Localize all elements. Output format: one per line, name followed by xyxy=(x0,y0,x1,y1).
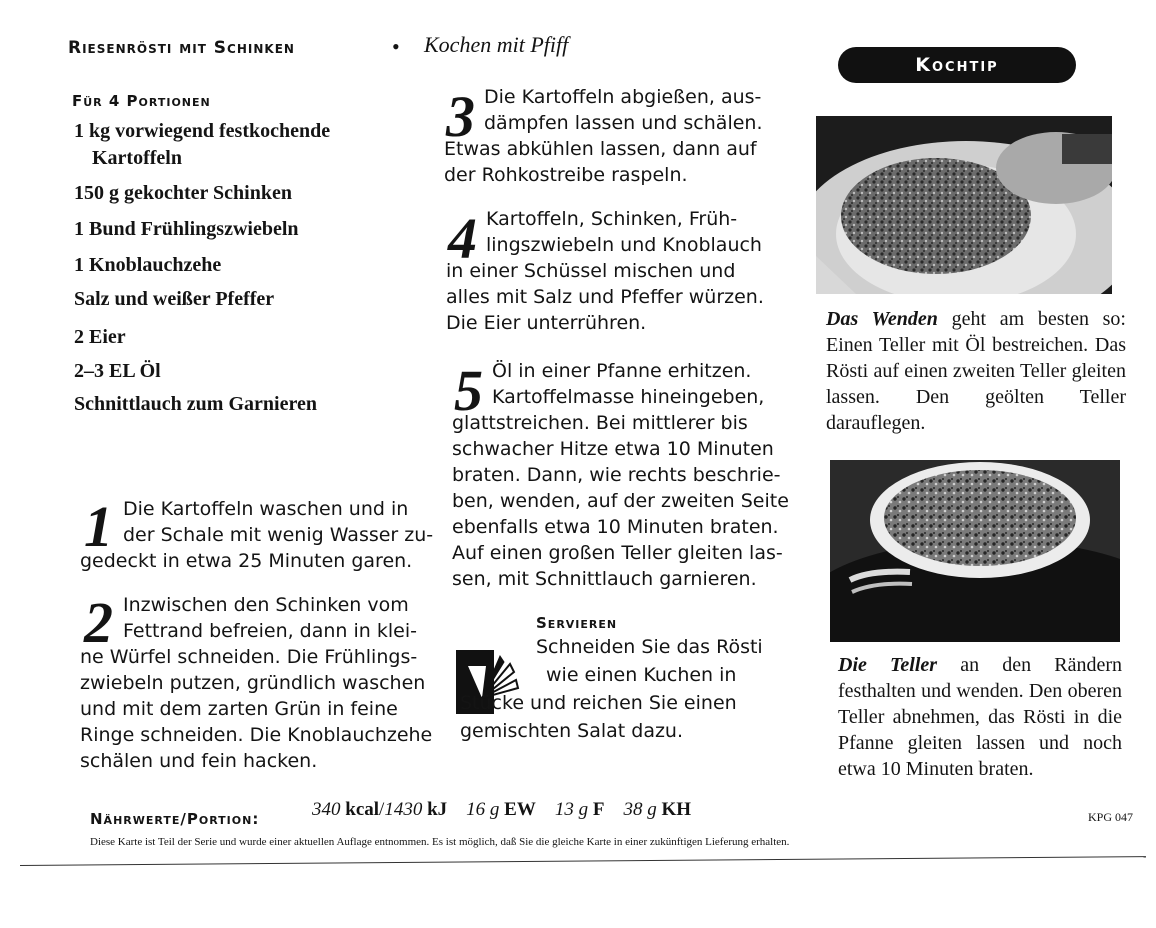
unit-separator: / xyxy=(379,799,385,820)
kh-gram: g xyxy=(647,799,657,820)
ingredient-item-continued: Kartoffeln xyxy=(92,147,182,169)
kj-value: 1430 xyxy=(384,799,423,820)
step-text-line: gedeckt in etwa 25 Minuten garen. xyxy=(80,550,413,572)
footnote: Diese Karte ist Teil der Serie und wurde einer aktuellen Auflage entnommen. Es ist möglich, daß Sie die gleiche Karte in einer zukünftigen Lieferung erhalten. xyxy=(90,836,790,848)
step-text-line: lingszwiebeln und Knoblauch xyxy=(486,234,762,256)
step-5 xyxy=(452,358,802,598)
step-text-line: ne Würfel schneiden. Die Frühlings- xyxy=(80,646,418,668)
step-text-line: Die Kartoffeln waschen und in xyxy=(123,498,409,520)
nutrition-values xyxy=(312,799,691,821)
tip-bold-lead: Das Wenden xyxy=(826,308,938,330)
step-text-line: zwiebeln putzen, gründlich waschen xyxy=(80,672,426,694)
kochtip-badge: Kochtip xyxy=(838,47,1076,83)
recipe-title: Riesenrösti mit Schinken xyxy=(68,38,295,58)
ingredient-item: Salz und weißer Pfeffer xyxy=(74,288,275,310)
step-text-line: sen, mit Schnittlauch garnieren. xyxy=(452,568,757,590)
servieren-text-line: Schneiden Sie das Rösti xyxy=(536,636,763,658)
footer-rule xyxy=(20,856,1146,866)
step-1 xyxy=(80,494,434,576)
kcal-value: 340 xyxy=(312,799,341,820)
step-text-line: Inzwischen den Schinken vom xyxy=(123,594,409,616)
servieren-block xyxy=(456,616,806,776)
step-text-line: Öl in einer Pfanne erhitzen. xyxy=(492,360,752,382)
series-brand: Kochen mit Pfiff xyxy=(424,32,569,57)
step-text-line: braten. Dann, wie rechts beschrie- xyxy=(452,464,781,486)
step-text-line: ebenfalls etwa 10 Minuten braten. xyxy=(452,516,779,538)
ingredient-item: 2–3 EL Öl xyxy=(74,360,161,382)
ew-value: 16 xyxy=(466,799,486,820)
ingredient-item: 150 g gekochter Schinken xyxy=(74,182,292,204)
step-number: 1 xyxy=(84,494,113,559)
kh-value: 38 xyxy=(623,799,643,820)
step-3 xyxy=(444,84,794,194)
f-gram: g xyxy=(578,799,589,820)
tip-text: an den Rändern festhalten und wenden. Den oberen Teller abnehmen, das Rösti in die Pfanne gleiten lassen und noch etwa 10 Minuten braten. xyxy=(838,654,1122,780)
ingredient-item: 1 Knoblauchzehe xyxy=(74,254,222,276)
step-text-line: Kartoffelmasse hineingeben, xyxy=(492,386,765,408)
step-text-line: Fettrand befreien, dann in klei- xyxy=(123,620,417,642)
nutrition-label: Nährwerte/Portion: xyxy=(90,810,260,828)
step-text-line: der Rohkostreibe raspeln. xyxy=(444,164,688,186)
servieren-heading: Servieren xyxy=(536,614,618,632)
tip-teller xyxy=(838,652,1122,782)
ingredient-item: Schnittlauch zum Garnieren xyxy=(74,393,317,415)
ew-unit: EW xyxy=(504,799,536,820)
step-text-line: Die Eier unterrühren. xyxy=(446,312,647,334)
step-text-line: schwacher Hitze etwa 10 Minuten xyxy=(452,438,774,460)
kh-unit: KH xyxy=(661,799,691,820)
title-separator: • xyxy=(392,34,400,59)
tip-text: geht am besten so: Einen Teller mit Öl bestreichen. Das Rösti auf einen zweiten Teller gleiten lassen. Den geölten Teller darauflegen. xyxy=(826,308,1126,434)
step-text-line: und mit dem zarten Grün in feine xyxy=(80,698,398,720)
step-number: 2 xyxy=(84,590,113,655)
step-number: 5 xyxy=(454,358,483,423)
step-text-line: schälen und fein hacken. xyxy=(80,750,318,772)
step-text-line: in einer Schüssel mischen und xyxy=(446,260,736,282)
tip-bold-lead: Die Teller xyxy=(838,654,938,676)
step-number: 4 xyxy=(448,206,477,271)
ingredients-heading: Für 4 Portionen xyxy=(72,92,211,110)
ingredient-item: 1 kg vorwiegend festkochende xyxy=(74,120,331,142)
f-value: 13 xyxy=(554,799,574,820)
step-text-line: Auf einen großen Teller gleiten las- xyxy=(452,542,783,564)
ew-gram: g xyxy=(489,799,500,820)
step-number: 3 xyxy=(446,84,475,149)
step-text-line: der Schale mit wenig Wasser zu- xyxy=(123,524,434,546)
f-unit: F xyxy=(592,799,605,820)
step-text-line: dämpfen lassen und schälen. xyxy=(484,112,763,134)
step-text-line: Die Kartoffeln abgießen, aus- xyxy=(484,86,762,108)
step-4 xyxy=(446,206,796,346)
ingredient-item: 1 Bund Frühlingszwiebeln xyxy=(74,218,299,240)
step-text-line: Ringe schneiden. Die Knoblauchzehe xyxy=(80,724,433,746)
tip-wenden xyxy=(826,306,1126,436)
kj-unit: kJ xyxy=(427,799,448,820)
kcal-unit: kcal xyxy=(345,799,380,820)
step-text-line: Kartoffeln, Schinken, Früh- xyxy=(486,208,738,230)
photo-pan-rosti xyxy=(830,460,1120,642)
step-text-line: Etwas abkühlen lassen, dann auf xyxy=(444,138,757,160)
ingredient-item: 2 Eier xyxy=(74,326,126,348)
step-2 xyxy=(80,590,433,782)
step-text-line: alles mit Salz und Pfeffer würzen. xyxy=(446,286,764,308)
step-text-line: ben, wenden, auf der zweiten Seite xyxy=(452,490,789,512)
photo-plate-turning xyxy=(816,116,1112,294)
servieren-text-line: wie einen Kuchen in xyxy=(546,664,737,686)
card-code: KPG 047 xyxy=(1088,810,1134,824)
servieren-text-line: gemischten Salat dazu. xyxy=(460,720,684,742)
step-text-line: glattstreichen. Bei mittlerer bis xyxy=(452,412,748,434)
servieren-text-line: Stücke und reichen Sie einen xyxy=(460,692,737,714)
